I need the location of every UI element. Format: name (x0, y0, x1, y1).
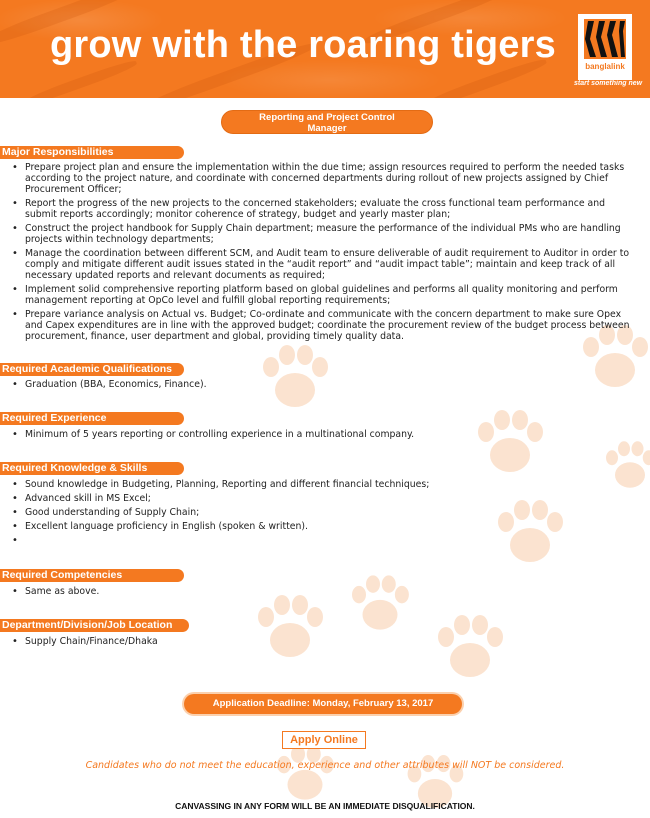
section-heading-experience: Required Experience (0, 412, 184, 425)
competencies-list (0, 586, 637, 600)
skills-list (0, 479, 637, 549)
experience-list (0, 429, 637, 443)
list-item: • Excellent language proficiency in English (spoken & written). (25, 521, 637, 532)
academic-list (0, 379, 637, 393)
job-title-line-2: Manager (307, 123, 347, 134)
banglalink-logo (578, 14, 632, 80)
page-headline: grow with the roaring tigers (50, 24, 556, 66)
job-title-line-1: Reporting and Project Control (259, 112, 395, 123)
paw-print-icon (430, 615, 510, 685)
paw-print-icon (250, 595, 330, 665)
list-item: • Supply Chain/Finance/Dhaka (25, 636, 637, 647)
paw-print-icon (345, 575, 415, 637)
location-list (0, 636, 637, 650)
list-item: • Report the progress of the new projects to the concerned stakeholders; evaluate the cross functional team performance and submit reports accordingly; monitor coherence of strategy, budget and yearly master plan; (25, 198, 637, 220)
section-heading-competencies: Required Competencies (0, 569, 184, 582)
list-item (25, 535, 637, 546)
paw-print-icon (270, 745, 340, 807)
section-heading-responsibilities: Major Responsibilities (0, 146, 184, 159)
section-heading-location: Department/Division/Job Location (0, 619, 189, 632)
list-item: • Same as above. (25, 586, 637, 597)
list-item: • Minimum of 5 years reporting or controlling experience in a multinational company. (25, 429, 637, 440)
list-item: • Good understanding of Supply Chain; (25, 507, 637, 518)
list-item: • Sound knowledge in Budgeting, Planning, Reporting and different financial techniques; (25, 479, 637, 490)
apply-online-button[interactable]: Apply Online (282, 731, 366, 749)
list-item: • Prepare variance analysis on Actual vs. Budget; Co-ordinate and communicate with the concern department to make sure Opex and Capex expenditures are in line with the approved budget; coordinate the procurement review of the budget process between procurement, finance, user department and global, providing timely quality data. (25, 309, 637, 342)
list-item: • Prepare project plan and ensure the implementation within the due time; assign resources required to perform the needed tasks according to the project nature, and coordinate with concerned departments during rollout of new projects assigned by Chief Procurement Officer; (25, 162, 637, 195)
list-item: • Construct the project handbook for Supply Chain department; measure the performance of the individual PMs who are handling projects within technology departments; (25, 223, 637, 245)
list-item: • Advanced skill in MS Excel; (25, 493, 637, 504)
job-title (221, 110, 433, 134)
section-heading-skills: Required Knowledge & Skills (0, 462, 184, 475)
responsibilities-list (0, 162, 637, 345)
list-item: • Graduation (BBA, Economics, Finance). (25, 379, 637, 390)
section-heading-academic: Required Academic Qualifications (0, 363, 184, 376)
logo-tagline: start something new (574, 80, 643, 87)
logo-name: banglalink (585, 62, 625, 71)
paw-print-icon (470, 410, 550, 480)
tiger-stripes-icon (584, 19, 626, 59)
list-item: • Implement solid comprehensive reporting platform based on global guidelines and performs all quality monitoring and perform management reporting at OpCo level and fulfill global reporting requirements; (25, 284, 637, 306)
canvassing-warning: CANVASSING IN ANY FORM WILL BE AN IMMEDIATE DISQUALIFICATION. (175, 801, 475, 811)
application-deadline: Application Deadline: Monday, February 13, 2017 (184, 694, 462, 714)
header-banner (0, 0, 650, 98)
eligibility-disclaimer: Candidates who do not meet the education, experience and other attributes will NOT be considered. (85, 760, 565, 771)
list-item: • Manage the coordination between different SCM, and Audit team to ensure deliverable of audit requirement to Auditor in order to comply and mitigate different audit issues stated in the “audit report” and “audit impact table”; maintain and keep track of all necessary updated reports and relevant documents as required; (25, 248, 637, 281)
